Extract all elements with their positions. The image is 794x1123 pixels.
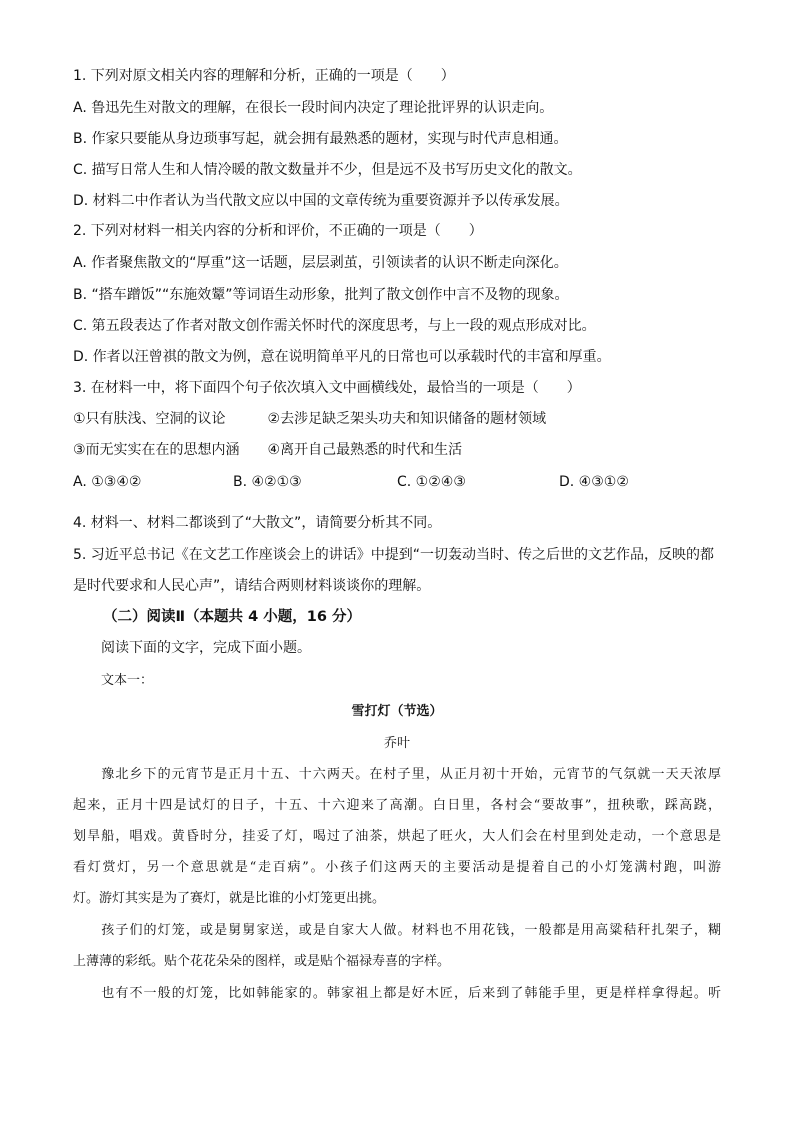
q1-option-b: B. 作家只要能从身边琐事写起，就会拥有最熟悉的题材，实现与时代声息相通。 bbox=[73, 131, 568, 147]
q4-stem: 4. 材料一、材料二都谈到了“大散文”，请简要分析其不同。 bbox=[73, 515, 442, 531]
q2-option-c: C. 第五段表达了作者对散文创作需关怀时代的深度思考，与上一段的观点形成对比。 bbox=[73, 318, 596, 334]
q2-option-a: A. 作者聚焦散文的“厚重”这一话题，层层剥茧，引领读者的认识不断走向深化。 bbox=[73, 255, 568, 271]
paragraph-line: 孩子们的灯笼，或是舅舅家送，或是自家大人做。材料也不用花钱，一般都是用高粱秸秆扎架子，糊 bbox=[73, 923, 721, 938]
q1-option-c: C. 描写日常人生和人情冷暖的散文数量并不少，但是远不及书写历史文化的散文。 bbox=[73, 162, 582, 178]
paragraph-line: 看灯赏灯，另一个意思就是“走百病”。小孩子们这两天的主要活动是提着自己的小灯笼满村跑，叫游 bbox=[73, 860, 721, 875]
paragraph-line: 豫北乡下的元宵节是正月十五、十六两天。在村子里，从正月初十开始，元宵节的气氛就一天天浓厚 bbox=[73, 767, 721, 782]
paragraph-line: 划旱船，唱戏。黄昏时分，挂妥了灯，喝过了油茶，烘起了旺火，大人们会在村里到处走动，一个意思是 bbox=[73, 829, 721, 844]
q3-option-d: D. ④③①② bbox=[559, 474, 629, 490]
q3-option-a: A. ①③④② bbox=[73, 474, 142, 490]
paragraph-line: 也有不一般的灯笼，比如韩能家的。韩家祖上都是好木匠，后来到了韩能手里，更是样样拿得起。听 bbox=[73, 986, 721, 1001]
q2-option-b: B. “搭车蹭饭”“东施效颦”等词语生动形象，批判了散文创作中言不及物的现象。 bbox=[73, 287, 569, 303]
paragraph-line: 起来，正月十四是试灯的日子，十五、十六迎来了高潮。白日里，各村会“要故事”，扭秧歌，踩高跷， bbox=[73, 798, 721, 813]
q5-line2: 是时代要求和人民心声”，请结合两则材料谈谈你的理解。 bbox=[73, 578, 431, 594]
q3-sentences-line2: ③而无实实在在的思想内涵 ④离开自己最熟悉的时代和生活 bbox=[73, 442, 463, 458]
q2-stem: 2. 下列对材料一相关内容的分析和评价，不正确的一项是（ ） bbox=[73, 223, 483, 239]
q3-sentences-line1: ①只有肤浅、空洞的议论 ②去涉足缺乏架头功夫和知识储备的题材领域 bbox=[73, 411, 547, 427]
paragraph-line: 灯。游灯其实是为了赛灯，就是比谁的小灯笼更出挑。 bbox=[73, 891, 386, 906]
q1-option-a: A. 鲁迅先生对散文的理解，在很长一段时间内决定了理论批评界的认识走向。 bbox=[73, 100, 554, 116]
q1-option-d: D. 材料二中作者认为当代散文应以中国的文章传统为重要资源并予以传承发展。 bbox=[73, 193, 569, 209]
q2-option-d: D. 作者以汪曾祺的散文为例，意在说明简单平凡的日常也可以承载时代的丰富和厚重。 bbox=[73, 349, 611, 365]
q1-stem: 1. 下列对原文相关内容的理解和分析，正确的一项是（ ） bbox=[73, 68, 455, 84]
q3-option-b: B. ④②①③ bbox=[233, 474, 302, 490]
q3-stem: 3. 在材料一中，将下面四个句子依次填入文中画横线处，最恰当的一项是（ ） bbox=[73, 380, 581, 396]
article-title: 雪打灯（节选） bbox=[351, 704, 443, 719]
q5-line1: 5. 习近平总书记《在文艺工作座谈会上的讲话》中提到“一切轰动当时、传之后世的文艺作品，反映的都 bbox=[73, 547, 715, 563]
q3-option-c: C. ①②④③ bbox=[397, 474, 466, 490]
article-author: 乔叶 bbox=[383, 736, 410, 751]
section-heading: （二）阅读Ⅱ（本题共 4 小题，16 分） bbox=[103, 609, 361, 625]
text-label: 文本一： bbox=[101, 673, 154, 688]
paragraph-line: 上薄薄的彩纸。贴个花花朵朵的图样，或是贴个福禄寿喜的字样。 bbox=[73, 954, 451, 969]
section-instruction: 阅读下面的文字，完成下面小题。 bbox=[101, 640, 311, 656]
